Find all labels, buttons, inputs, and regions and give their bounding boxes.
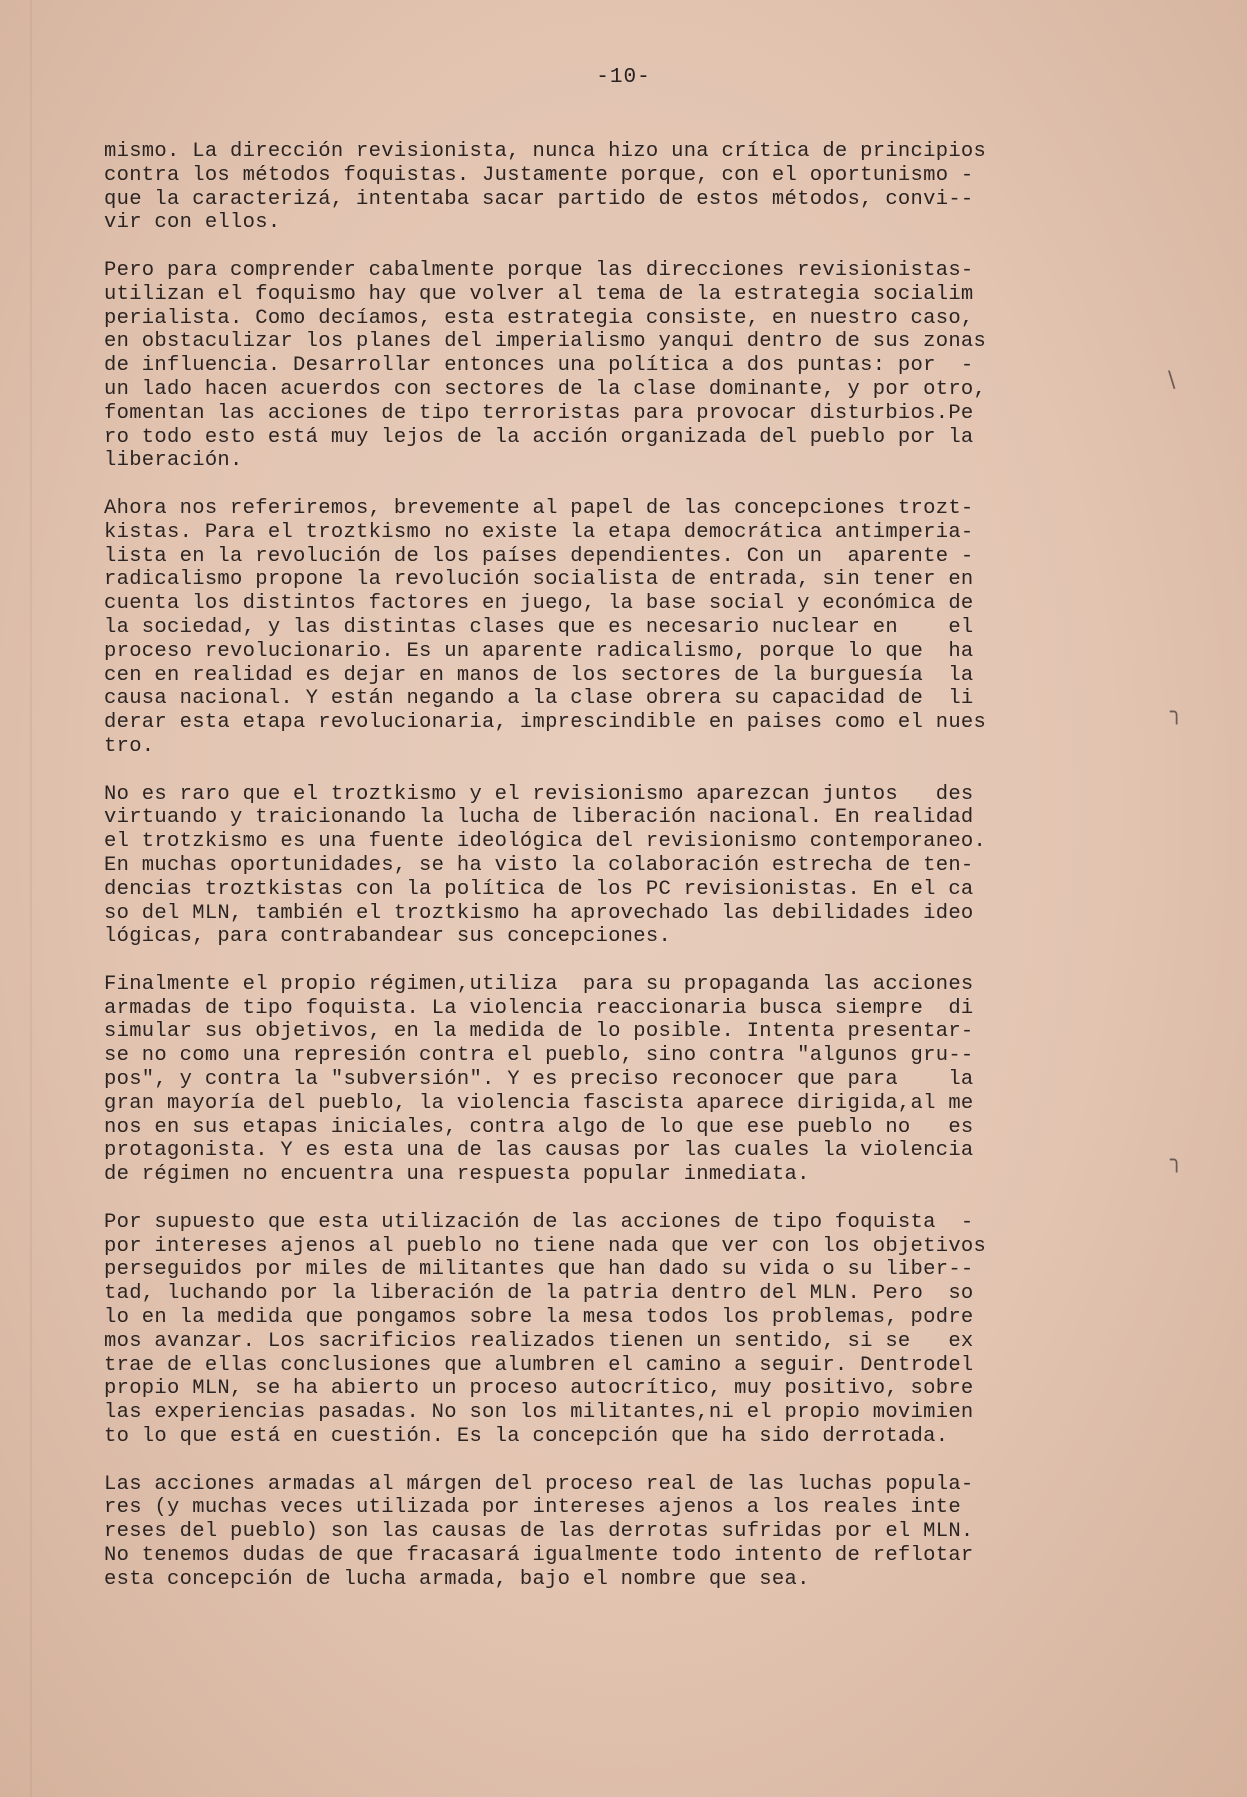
document-body [104, 140, 1126, 1615]
text-line: en obstaculizar los planes del imperialismo yanqui dentro de sus zonas [104, 330, 987, 354]
text-line: que la caracterizá, intentaba sacar partido de estos métodos, convi-- [104, 187, 974, 211]
text-line: radicalismo propone la revolución socialista de entrada, sin tener en [104, 568, 974, 592]
text-line: dencias troztkistas con la política de los PC revisionistas. En el ca [104, 877, 974, 901]
paragraph [104, 1473, 1126, 1592]
text-line: utilizan el foquismo hay que volver al tema de la estrategia socialim [104, 282, 974, 306]
text-line: tad, luchando por la liberación de la patria dentro del MLN. Pero so [104, 1282, 974, 1306]
paragraph [104, 783, 1126, 950]
paragraph [104, 1211, 1126, 1449]
binding-hole-mark: ╮ [1170, 700, 1184, 725]
text-line: cuenta los distintos factores en juego, la base social y económica de [104, 592, 974, 616]
text-line: liberación. [104, 449, 243, 473]
text-line: trae de ellas conclusiones que alumbren el camino a seguir. Dentrodel [104, 1353, 974, 1377]
text-line: Por supuesto que esta utilización de las acciones de tipo foquista - [104, 1210, 974, 1234]
text-line: perseguidos por miles de militantes que han dado su vida o su liber-- [104, 1258, 974, 1282]
text-line: por intereses ajenos al pueblo no tiene nada que ver con los objetivos [104, 1234, 987, 1258]
text-line: Pero para comprender cabalmente porque las direcciones revisionistas- [104, 258, 974, 282]
text-line: la sociedad, y las distintas clases que es necesario nuclear en el [104, 615, 974, 639]
text-line: armadas de tipo foquista. La violencia reaccionaria busca siempre di [104, 996, 974, 1020]
paragraph [104, 497, 1126, 759]
text-line: vir con ellos. [104, 211, 281, 235]
text-line: reses del pueblo) son las causas de las derrotas sufridas por el MLN. [104, 1520, 974, 1544]
text-line: causa nacional. Y están negando a la clase obrera su capacidad de li [104, 687, 974, 711]
text-line: res (y muchas veces utilizada por intereses ajenos a los reales inte [104, 1496, 961, 1520]
text-line: Finalmente el propio régimen,utiliza para su propaganda las acciones [104, 972, 974, 996]
text-line: Las acciones armadas al márgen del proceso real de las luchas popula- [104, 1472, 974, 1496]
text-line: Ahora nos referiremos, brevemente al papel de las concepciones trozt- [104, 496, 974, 520]
text-line: tro. [104, 734, 155, 758]
text-line: pos", y contra la "subversión". Y es preciso reconocer que para la [104, 1068, 974, 1092]
text-line: el trotzkismo es una fuente ideológica del revisionismo contemporaneo. [104, 830, 987, 854]
text-line: ro todo esto está muy lejos de la acción organizada del pueblo por la [104, 425, 974, 449]
text-line: lógicas, para contrabandear sus concepciones. [104, 925, 672, 949]
paragraph [104, 973, 1126, 1187]
text-line: No es raro que el troztkismo y el revisionismo aparezcan juntos des [104, 782, 974, 806]
page-edge-shadow [30, 0, 32, 1797]
text-line: No tenemos dudas de que fracasará igualmente todo intento de reflotar [104, 1544, 974, 1568]
text-line: protagonista. Y es esta una de las causas por las cuales la violencia [104, 1139, 974, 1163]
margin-mark: \ [1168, 368, 1176, 393]
text-line: derar esta etapa revolucionaria, imprescindible en paises como el nues [104, 711, 987, 735]
text-line: En muchas oportunidades, se ha visto la colaboración estrecha de ten- [104, 853, 974, 877]
text-line: mismo. La dirección revisionista, nunca hizo una crítica de principios [104, 140, 987, 163]
text-line: de influencia. Desarrollar entonces una política a dos puntas: por - [104, 354, 974, 378]
text-line: so del MLN, también el troztkismo ha aprovechado las debilidades ideo [104, 901, 974, 925]
text-line: proceso revolucionario. Es un aparente radicalismo, porque lo que ha [104, 639, 974, 663]
text-line: to lo que está en cuestión. Es la concepción que ha sido derrotada. [104, 1425, 949, 1449]
text-line: propio MLN, se ha abierto un proceso autocrítico, muy positivo, sobre [104, 1377, 974, 1401]
page-number: -10- [596, 66, 651, 89]
text-line: fomentan las acciones de tipo terroristas para provocar disturbios.Pe [104, 401, 974, 425]
binding-hole-mark: ╮ [1170, 1148, 1184, 1173]
text-line: de régimen no encuentra una respuesta popular inmediata. [104, 1163, 810, 1187]
text-line: un lado hacen acuerdos con sectores de la clase dominante, y por otro, [104, 377, 987, 401]
text-line: simular sus objetivos, en la medida de lo posible. Intenta presentar- [104, 1020, 974, 1044]
text-line: virtuando y traicionando la lucha de liberación nacional. En realidad [104, 806, 974, 830]
text-line: perialista. Como decíamos, esta estrategia consiste, en nuestro caso, [104, 306, 974, 330]
text-line: mos avanzar. Los sacrificios realizados tienen un sentido, si se ex [104, 1329, 974, 1353]
text-line: contra los métodos foquistas. Justamente porque, con el oportunismo - [104, 163, 974, 187]
text-line: se no como una represión contra el pueblo, sino contra "algunos gru-- [104, 1044, 974, 1068]
text-line: cen en realidad es dejar en manos de los sectores de la burguesía la [104, 663, 974, 687]
paragraph [104, 259, 1126, 473]
text-line: nos en sus etapas iniciales, contra algo de lo que ese pueblo no es [104, 1115, 974, 1139]
text-line: lista en la revolución de los países dependientes. Con un aparente - [104, 544, 974, 568]
paragraph [104, 140, 1126, 235]
text-line: esta concepción de lucha armada, bajo el nombre que sea. [104, 1567, 810, 1591]
text-line: kistas. Para el troztkismo no existe la etapa democrática antimperia- [104, 520, 974, 544]
text-line: las experiencias pasadas. No son los militantes,ni el propio movimien [104, 1401, 974, 1425]
text-line: lo en la medida que pongamos sobre la mesa todos los problemas, podre [104, 1306, 974, 1330]
text-line: gran mayoría del pueblo, la violencia fascista aparece dirigida,al me [104, 1091, 974, 1115]
